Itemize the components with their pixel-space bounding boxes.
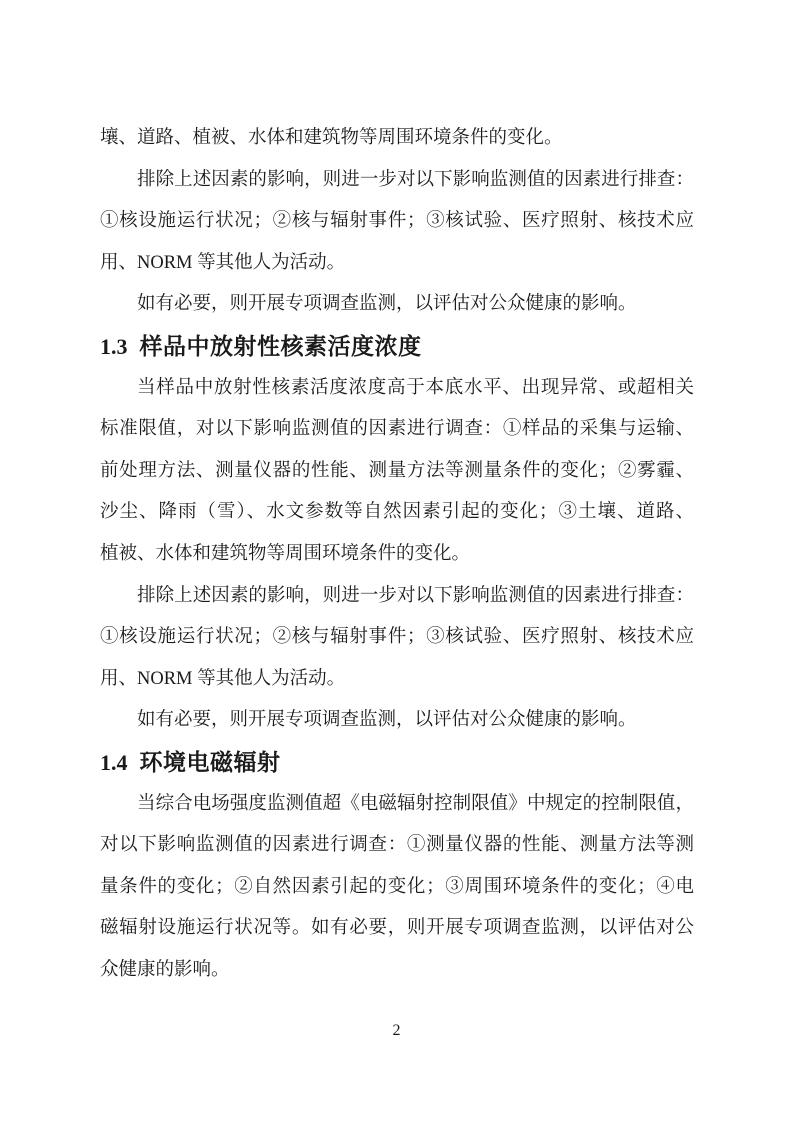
paragraph-line: 用、NORM 等其他人为活动。 (100, 668, 346, 689)
paragraph-line: 众健康的影响。 (100, 959, 230, 980)
paragraph-line: ①核设施运行状况；②核与辐射事件；③核试验、医疗照射、核技术应 (100, 627, 694, 648)
paragraph-line: 标准限值，对以下影响监测值的因素进行调查：①样品的采集与运输、 (100, 419, 694, 440)
section-number: 1.3 (100, 333, 128, 359)
paragraph-line: 如有必要，则开展专项调查监测，以评估对公众健康的影响。 (137, 710, 637, 731)
section-number: 1.4 (100, 749, 128, 775)
paragraph-line: 当综合电场强度监测值超《电磁辐射控制限值》中规定的控制限值， (137, 793, 694, 814)
paragraph-line: 沙尘、降雨（雪）、水文参数等自然因素引起的变化；③土壤、道路、 (100, 502, 694, 523)
paragraph-line: 用、NORM 等其他人为活动。 (100, 252, 346, 273)
paragraph-line: 排除上述因素的影响，则进一步对以下影响监测值的因素进行排查： (137, 585, 694, 606)
paragraph-line: 对以下影响监测值的因素进行调查：①测量仪器的性能、测量方法等测 (100, 835, 694, 856)
section-heading-1-3 (100, 326, 694, 368)
paragraph-line: 前处理方法、测量仪器的性能、测量方法等测量条件的变化；②雾霾、 (100, 460, 694, 481)
paragraph-line: 排除上述因素的影响，则进一步对以下影响监测值的因素进行排查： (137, 169, 694, 190)
paragraph-line: 量条件的变化；②自然因素引起的变化；③周围环境条件的变化；④电 (100, 876, 694, 897)
document-body (100, 118, 694, 991)
section-heading-1-4 (100, 742, 694, 784)
section-title: 环境电磁辐射 (139, 748, 281, 775)
paragraph-line: ①核设施运行状况；②核与辐射事件；③核试验、医疗照射、核技术应 (100, 211, 694, 232)
paragraph-line: 磁辐射设施运行状况等。如有必要，则开展专项调查监测，以评估对公 (100, 918, 694, 939)
paragraph-line: 壤、道路、植被、水体和建筑物等周围环境条件的变化。 (100, 128, 563, 148)
paragraph-line: 植被、水体和建筑物等周围环境条件的变化。 (100, 543, 471, 564)
section-title: 样品中放射性核素活度浓度 (139, 332, 422, 359)
paragraph-line: 当样品中放射性核素活度浓度高于本底水平、出现异常、或超相关 (137, 377, 694, 398)
page-number: 2 (392, 1022, 401, 1039)
paragraph-line: 如有必要，则开展专项调查监测，以评估对公众健康的影响。 (137, 294, 637, 315)
